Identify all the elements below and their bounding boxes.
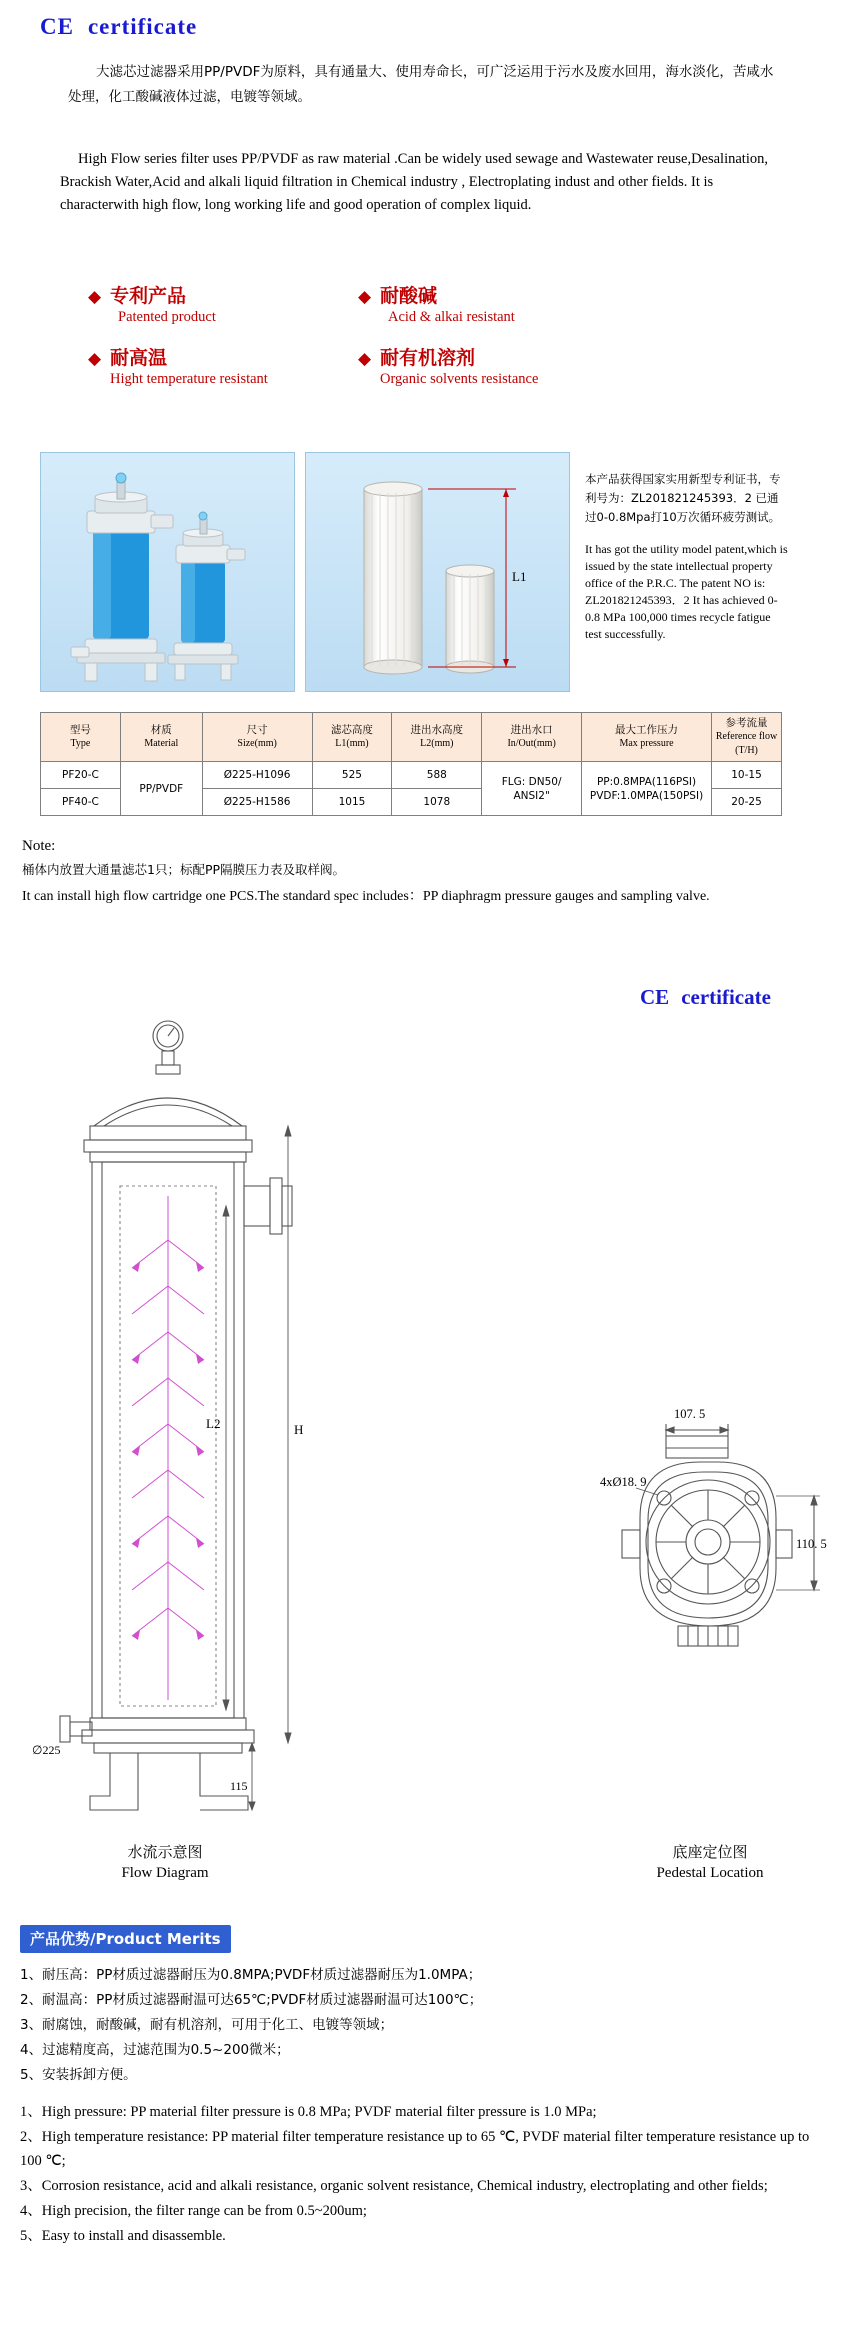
feature-label-cn: 耐高温 [110, 347, 168, 369]
certificate-text: certificate [87, 14, 198, 39]
note-label: Note: [22, 838, 56, 854]
th-inout: 进出水口 In/Out(mm) [482, 713, 582, 762]
cell-type: PF40-C [41, 789, 121, 816]
th-l2: 进出水高度 L2(mm) [392, 713, 482, 762]
patent-note-en: It has got the utility model patent,which is issued by the state intellectual property office of the P.R.C. The patent NO is: ZL201821245393．2 It has achieved 0-0.8 MPa 100,000 times recycle fatigue test successfully. [585, 542, 788, 641]
cell-type: PF20-C [41, 762, 121, 789]
caption-en: Flow Diagram [121, 1865, 209, 1881]
cell-inout: FLG: DN50/ ANSI2" [482, 762, 582, 816]
feature-label-cn: 专利产品 [110, 285, 187, 307]
th-type: 型号 Type [41, 713, 121, 762]
feature-label-en: Patented product [118, 309, 216, 325]
th-reference-flow: 参考流量 Reference flow (T/H) [712, 713, 782, 762]
cell-l2: 1078 [392, 789, 482, 816]
diamond-icon: ◆ [358, 287, 372, 306]
patent-note-cn: 本产品获得国家实用新型专利证书，专利号为：ZL201821245393．2 已通过0-0.8Mpa打10万次循环疲劳测试。 [585, 472, 781, 524]
merit-item-en: 4、High precision, the filter range can be from 0.5~200um; [20, 2203, 367, 2219]
merit-item-cn: 4、过滤精度高，过滤范围为0.5~200微米； [20, 2042, 290, 2058]
diamond-icon: ◆ [358, 349, 372, 368]
flow-diagram-caption [45, 1842, 285, 1883]
pedestal-location-drawing [600, 1400, 850, 1680]
dimension-label-diameter: ∅225 [32, 1743, 61, 1757]
dimension-label-l2: L2 [206, 1416, 221, 1431]
cell-material: PP/PVDF [120, 762, 202, 816]
specification-table [40, 712, 782, 816]
table-header-row [41, 713, 782, 762]
feature-item-acid-alkali [358, 285, 515, 327]
merit-item-cn: 2、耐温高：PP材质过滤器耐温可达65℃;PVDF材质过滤器耐温可达100℃； [20, 1992, 483, 2008]
cell-max-pressure: PP:0.8MPA(116PSI) PVDF:1.0MPA(150PSI) [582, 762, 712, 816]
cell-flow: 20-25 [712, 789, 782, 816]
intro-paragraph-chinese: 大滤芯过滤器采用PP/PVDF为原料，具有通量大、使用寿命长，可广泛运用于污水及废水回用，海水淡化，苦咸水处理，化工酸碱液体过滤，电镀等领域。 [68, 64, 774, 105]
table-row [41, 762, 782, 789]
dimension-label-h: H [294, 1422, 304, 1437]
caption-cn: 底座定位图 [672, 1843, 748, 1861]
th-l1: 滤芯高度 L1(mm) [312, 713, 392, 762]
product-photo-housings [40, 452, 295, 692]
patent-note [585, 470, 790, 643]
page-title [40, 14, 197, 40]
feature-label-en: Hight temperature resistant [110, 371, 268, 387]
note-text-en: It can install high flow cartridge one PCS.The standard spec includes：PP diaphragm pressure gauges and sampling valve. [22, 889, 710, 904]
th-max-pressure: 最大工作压力 Max pressure [582, 713, 712, 762]
cell-l2: 588 [392, 762, 482, 789]
merit-item-en: 5、Easy to install and disassemble. [20, 2228, 226, 2244]
th-size: 尺寸 Size(mm) [202, 713, 312, 762]
feature-label-cn: 耐有机溶剂 [380, 347, 476, 369]
flow-diagram-drawing [20, 1010, 440, 1810]
merit-item-cn: 3、耐腐蚀，耐酸碱，耐有机溶剂，可用于化工、电镀等领域； [20, 2017, 394, 2033]
caption-cn: 水流示意图 [127, 1843, 203, 1861]
feature-item-organic-solvent [358, 347, 539, 389]
cell-l1: 525 [312, 762, 392, 789]
cell-size: Ø225-H1586 [202, 789, 312, 816]
feature-label-en: Acid & alkai resistant [388, 309, 515, 325]
merit-item-cn: 1、耐压高：PP材质过滤器耐压为0.8MPA;PVDF材质过滤器耐压为1.0MPA； [20, 1967, 482, 1983]
pedestal-hole-label: 4xØ18. 9 [600, 1475, 647, 1489]
feature-label-en: Organic solvents resistance [380, 371, 539, 387]
intro-paragraph-english: High Flow series filter uses PP/PVDF as raw material .Can be widely used sewage and Wastewater reuse,Desalination, Brackish Water,Acid and alkali liquid filtration in Chemical industry , Electroplating indust and other fields. It is characterwith high flow, long working life and good operation of complex liquid. [60, 151, 768, 213]
merit-item-en: 3、Corrosion resistance, acid and alkali resistance, organic solvent resistance, Chemical industry, electroplating and other fields; [20, 2178, 768, 2194]
product-merits-list-en [20, 2100, 832, 2249]
caption-en: Pedestal Location [656, 1865, 764, 1881]
cell-size: Ø225-H1096 [202, 762, 312, 789]
diamond-icon: ◆ [88, 349, 102, 368]
feature-item-patented [88, 285, 216, 327]
th-material: 材质 Material [120, 713, 202, 762]
product-merits-banner: 产品优势/Product Merits [20, 1925, 231, 1953]
page-title-secondary [640, 985, 771, 1010]
diamond-icon: ◆ [88, 287, 102, 306]
feature-item-high-temperature [88, 347, 268, 389]
note-text-cn: 桶体内放置大通量滤芯1只；标配PP隔膜压力表及取样阀。 [22, 862, 346, 877]
cell-l1: 1015 [312, 789, 392, 816]
merit-item-en: 1、High pressure: PP material filter pressure is 0.8 MPa; PVDF material filter pressure is 1.0 MPa; [20, 2104, 597, 2120]
certificate-text: certificate [681, 985, 771, 1009]
pedestal-caption [590, 1842, 830, 1883]
ce-mark-text: CE [40, 14, 74, 39]
product-merits-list-cn [20, 1963, 820, 2088]
cell-flow: 10-15 [712, 762, 782, 789]
merit-item-en: 2、High temperature resistance: PP material filter temperature resistance up to 65 ℃, PVDF material filter temperature resistance up to 100 ℃; [20, 2129, 810, 2169]
feature-label-cn: 耐酸碱 [380, 285, 438, 307]
cartridge-height-label: L1 [512, 569, 527, 584]
pedestal-side-dimension: 110. 5 [796, 1537, 827, 1551]
merit-item-cn: 5、安装拆卸方便。 [20, 2067, 137, 2083]
product-photo-cartridges [305, 452, 570, 692]
pedestal-top-dimension: 107. 5 [674, 1407, 706, 1421]
dimension-label-bottom: 115 [230, 1779, 248, 1793]
ce-mark-text: CE [640, 985, 670, 1009]
